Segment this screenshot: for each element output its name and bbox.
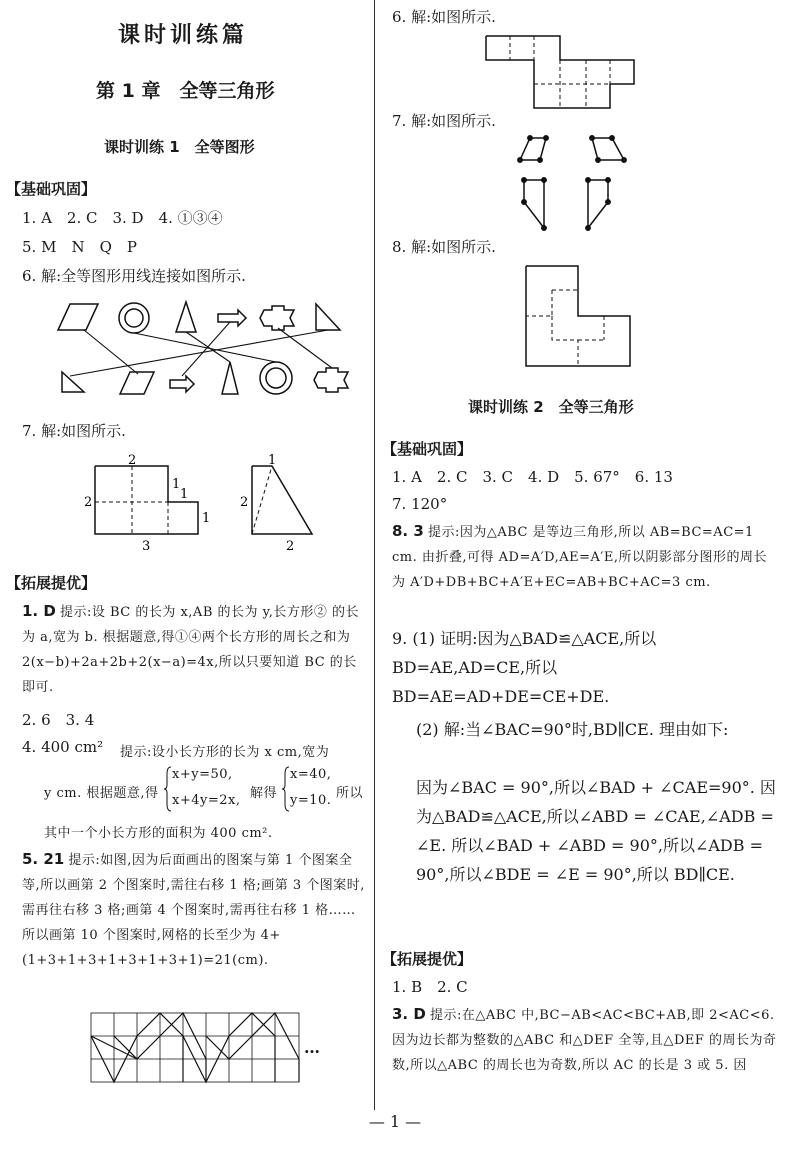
answer-number: 8. 3 <box>392 522 424 540</box>
answer-line: 1. A 2. C 3. C 4. D 5. 67° 6. 13 <box>392 468 673 486</box>
question-8-figure <box>524 264 632 368</box>
section-heading-extension: 【拓展提优】 <box>382 950 473 968</box>
question-6-figure <box>484 34 636 110</box>
answer-paragraph <box>392 1002 778 1078</box>
page-title: 课时训练篇 <box>118 23 249 48</box>
dimension-label: 1 <box>172 477 181 492</box>
hint-text: 解得 <box>250 786 278 801</box>
answer-number: 5. 21 <box>22 850 65 868</box>
answer-line: 5. M N Q P <box>22 238 137 256</box>
answer-number: 4. 400 cm² <box>22 738 104 756</box>
continuation-dots: … <box>304 1038 320 1057</box>
hint-text: 提示:设小长方形的长为 x cm,宽为 <box>120 745 330 760</box>
answer-paragraph <box>392 519 778 595</box>
section-heading-basic: 【基础巩固】 <box>6 180 97 198</box>
proof-paragraph: 9. (1) 证明:因为△BAD≌△ACE,所以 BD=AE,AD=CE,所以 BD=AE=AD+DE=CE+DE. <box>392 629 657 706</box>
answer-number: 1. D <box>22 602 56 620</box>
answer-line: 1. A 2. C 3. D 4. ①③④ <box>22 209 223 227</box>
answer-line: 8. 解:如图所示. <box>392 238 496 256</box>
dimension-label: 3 <box>142 539 151 554</box>
question-7-figure <box>80 452 320 558</box>
hint-text: 提示:在△ABC 中,BC−AB<AC<BC+AB,即 2<AC<6. 因为边长都为整数的△ABC 和△DEF 全等,且△DEF 的周长为奇数,所以△ABC 的周长也为奇数,所以 AC 的长是 3 或 5. 因 <box>392 1008 777 1073</box>
question-7-figure <box>516 132 640 232</box>
equation: y=10. <box>290 793 332 808</box>
chapter-title: 第 1 章 全等三角形 <box>96 80 275 102</box>
answer-line: 7. 120° <box>392 495 448 513</box>
equation: x+4y=2x, <box>172 793 241 808</box>
hint-text: 提示:如图,因为后面画出的图案与第 1 个图案全等,所以画第 2 个图案时,需往右移 1 格;画第 3 个图案时,需再往右移 3 格;画第 4 个图案时,需再往右移 1 格……所以画第 10 个图案时,网格的长至少为 4+(1+3+1+3+1+3+1+3+1)=21(cm). <box>22 853 365 968</box>
dimension-label: 1 <box>268 453 277 468</box>
hint-text: y cm. 根据题意,得 <box>44 786 159 801</box>
column-divider <box>374 0 375 1110</box>
brace <box>282 766 290 812</box>
answer-line: 7. 解:如图所示. <box>392 112 496 130</box>
answer-paragraph <box>22 599 366 700</box>
dimension-label: 1 <box>202 511 211 526</box>
dimension-label: 2 <box>128 453 137 468</box>
brace <box>164 766 172 812</box>
dimension-label: 2 <box>240 495 249 510</box>
section-heading-extension: 【拓展提优】 <box>6 574 97 592</box>
dimension-label: 2 <box>84 495 93 510</box>
answer-line: 7. 解:如图所示. <box>22 422 126 440</box>
dimension-label: 2 <box>286 539 295 554</box>
hint-text: 提示:设 BC 的长为 x,AB 的长为 y,长方形② 的长为 a,宽为 b. 根据题意,得①④两个长方形的周长之和为 2(x−b)+2a+2b+2(x−a)=4x,所以只要知道 BC 的长即可. <box>22 605 360 695</box>
lesson-title: 课时训练 2 全等三角形 <box>468 398 634 416</box>
answer-paragraph <box>22 847 366 973</box>
answer-line: 6. 解:如图所示. <box>392 8 496 26</box>
answer-line: 6. 解:全等图形用线连接如图所示. <box>22 267 246 285</box>
proof-paragraph: 因为∠BAC = 90°,所以∠BAD + ∠CAE=90°. 因为△BAD≌△ACE,所以∠ABD = ∠CAE,∠ADB = ∠E. 所以∠BAD + ∠ABD = 90°,所以∠ADB = 90°,所以∠BDE = ∠E = 90°,所以 BD∥CE. <box>416 778 776 884</box>
answer-number: 3. D <box>392 1005 426 1023</box>
hint-text: 提示:因为△ABC 是等边三角形,所以 AB=BC=AC=1 cm. 由折叠,可得 AD=A′D,AE=A′E,所以阴影部分图形的周长为 A′D+DB+BC+A′E+EC=AB+BC+AC=3 cm. <box>392 525 768 590</box>
equation: x=40, <box>290 767 332 782</box>
dimension-label: 1 <box>180 487 189 502</box>
lesson-title: 课时训练 1 全等图形 <box>104 138 255 156</box>
section-heading-basic: 【基础巩固】 <box>382 440 473 458</box>
matching-figure <box>50 298 360 408</box>
answer-line: 2. 6 3. 4 <box>22 711 95 729</box>
page-number: — 1 — <box>368 1112 422 1131</box>
answer-line: 1. B 2. C <box>392 978 468 996</box>
grid-figure <box>90 1012 302 1084</box>
hint-text: 其中一个小长方形的面积为 400 cm². <box>44 826 273 841</box>
equation: x+y=50, <box>172 767 233 782</box>
hint-text: 所以 <box>336 786 364 801</box>
proof-paragraph: (2) 解:当∠BAC=90°时,BD∥CE. 理由如下: <box>416 720 729 739</box>
